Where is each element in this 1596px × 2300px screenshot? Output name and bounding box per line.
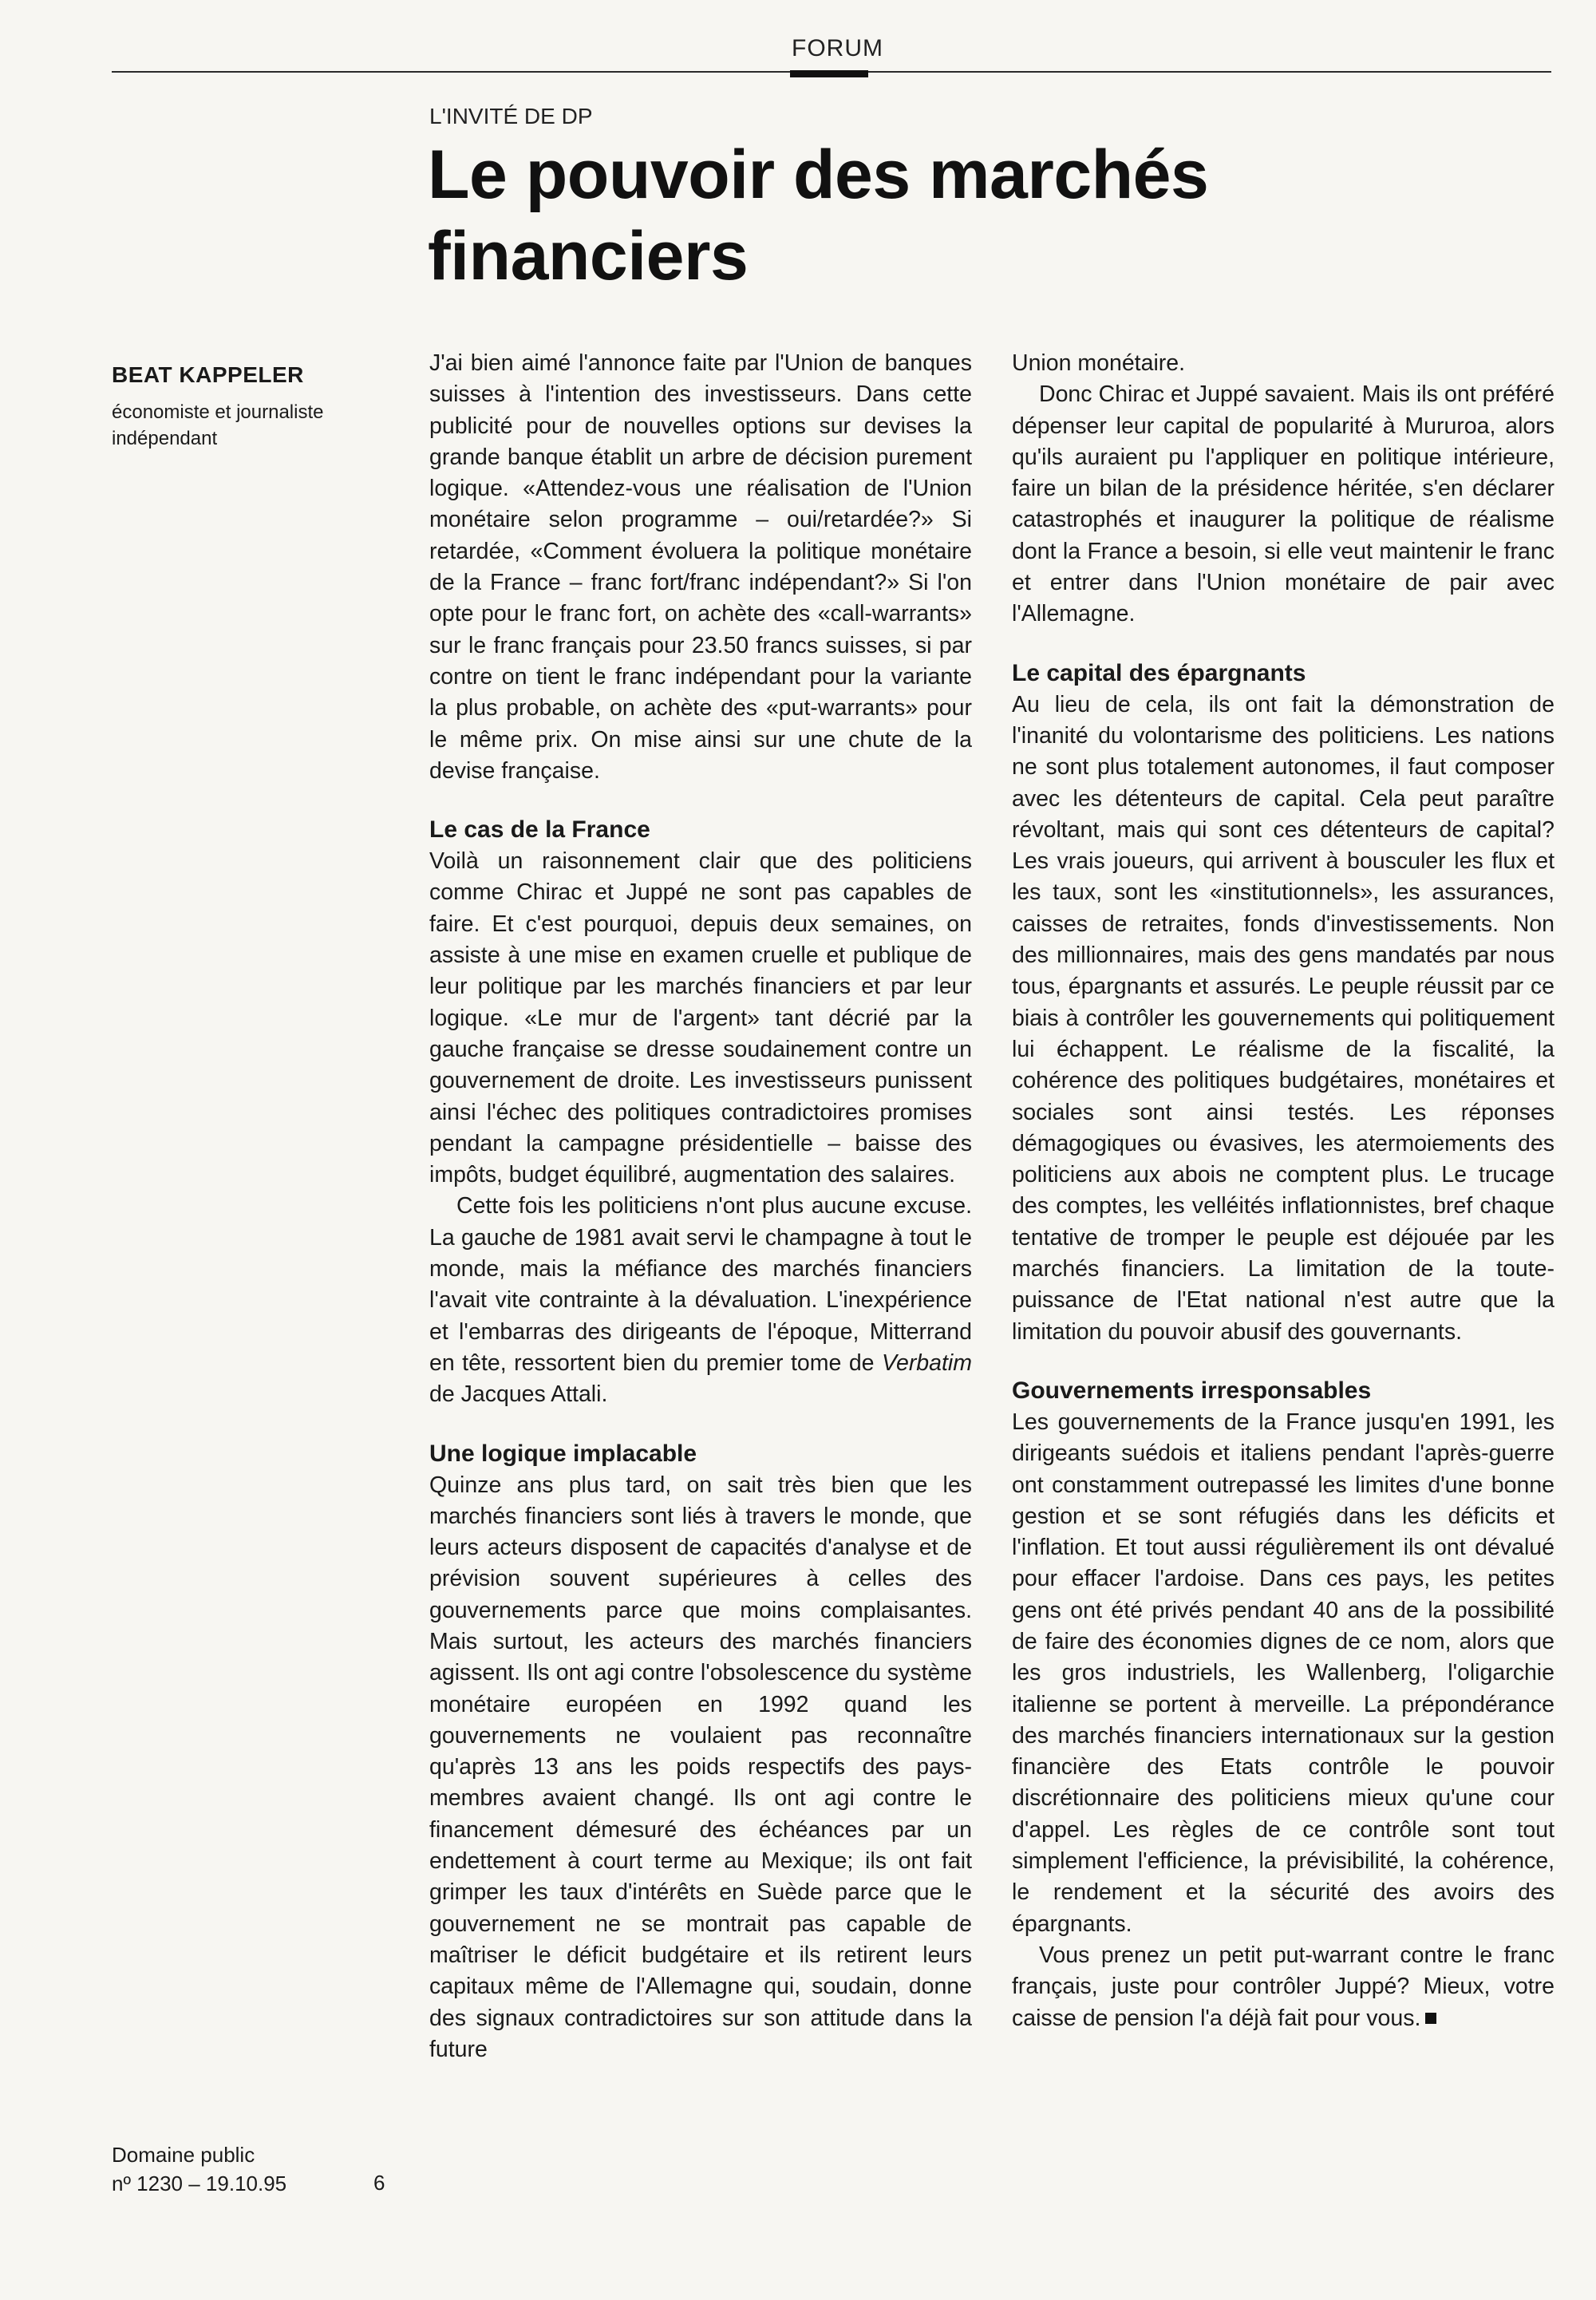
paragraph-text: Cette fois les politiciens n'ont plus aucune excuse. La gauche de 1981 avait servi le champagne à tout le monde, mais la méfiance des marchés financiers l'avait vite contrainte à la dévaluation. L'inexpérience et l'embarras des dirigeants de l'époque, Mitterrand en tête, ressortent bien du premier tome de: [429, 1193, 972, 1376]
paragraph: Quinze ans plus tard, on sait très bien que les marchés financiers sont liés à travers le monde, que leurs acteurs disposent de capacités d'analyse et de prévision souvent supérieures à celles des gouvernements parce que moins complaisantes. Mais surtout, les acteurs des marchés financiers agissent. Ils ont agi contre l'obsolescence du système monétaire européen en 1992 quand les gouvernements ne voulaient pas reconnaître qu'après 13 ans les poids respectifs des pays-membres avaient changé. Ils ont agi contre le financement démesuré des échéances par un endettement à court terme au Mexique; ils ont fait grimper les taux d'intérêts en Suède parce que le gouvernement ne se montrait pas capable de maîtriser le déficit budgétaire et ils retirent leurs capitaux même de l'Allemagne qui, soudain, donne des signaux contradictoires sur son attitude dans la future: [429, 1472, 972, 2062]
author-role: économiste et journaliste indépendant: [112, 401, 324, 449]
book-title: Verbatim: [882, 1350, 972, 1376]
paragraph: Les gouvernements de la France jusqu'en 1991, les dirigeants suédois et italiens pendant l'après-guerre ont constamment outrepassé les limites d'une bonne gestion et se sont réfugiés dans les déficits et l'inflation. Et tout aussi régulièrement ils ont dévalué pour effacer l'ardoise. Dans ces pays, les petites gens ont été privés pendant 40 ans de la possibilité de faire des économies dignes de ce nom, alors que les gros industriels, les Wallenberg, l'oligarchie italienne se portent à merveille. La prépondérance des marchés financiers internationaux sur la gestion financière des Etats contrôle le pouvoir discrétionnaire des politiciens mieux qu'une cour d'appel. Les règles de ce contrôle sont tout simplement l'efficience, la prévisibilité, la cohérence, le rendement et la sécurité des avoirs des épargnants.: [1012, 1409, 1555, 1937]
footer: [112, 2140, 286, 2198]
paragraph-text: Vous prenez un petit put-warrant contre le franc français, juste pour contrôler Juppé? Mieux, votre caisse de pension l'a déjà fait pour vous.: [1012, 1942, 1555, 2031]
publication-name: Domaine public: [112, 2143, 255, 2167]
paragraph: Au lieu de cela, ils ont fait la démonstration de l'inanité du volontarisme des politiciens. Les nations ne sont plus totalement autonomes, il faut composer avec les détenteurs de capital. Cela peut paraître révoltant, mais qui sont ces détenteurs de capital? Les vrais joueurs, qui arrivent à bousculer les flux et les taux, sont les «institutionnels», les assurances, caisses de retraites, fonds d'investissements. Non des millionnaires, mais des gens mandatés par nous tous, épargnants et assurés. Le peuple réussit par ce biais à contrôler les gouvernements qui politiquement lui échappent. Le réalisme de la fiscalité, la cohérence des politiques budgétaires, monétaires et sociales sont ainsi testés. Les réponses démagogiques ou évasives, les atermoiements des politiciens aux abois ne comptent plus. Le trucage des comptes, les velléités inflationnistes, bref chaque tentative de tromper le peuple est déjouée par les marchés financiers. La limitation de la toute-puissance de l'Etat national n'est autre que la limitation du pouvoir abusif des gouvernants.: [1012, 691, 1555, 1345]
subheading: Le capital des épargnants: [1012, 659, 1306, 686]
article-title: Le pouvoir des marchés financiers: [428, 136, 1209, 294]
subheading: Gouvernements irresponsables: [1012, 1377, 1372, 1404]
page-number: 6: [373, 2171, 385, 2195]
paragraph: [1012, 1940, 1555, 2034]
kicker: L'INVITÉ DE DP: [429, 104, 593, 128]
paragraph: [429, 1191, 972, 1410]
paragraph: Voilà un raisonnement clair que des politiciens comme Chirac et Juppé ne sont pas capables de faire. Et c'est pourquoi, depuis deux semaines, on assiste à une mise en examen cruelle et publique de leur politique par les marchés financiers et par leur logique. «Le mur de l'argent» tant décrié par la gauche française se dresse soudainement contre un gouvernement de droite. Les investisseurs punissent ainsi l'échec des politiques contradictoires promises pendant la campagne présidentielle – baisse des impôts, budget équilibré, augmentation des salaires.: [429, 848, 972, 1188]
author-block: [112, 362, 375, 452]
section-label: FORUM: [792, 35, 883, 61]
author-name: BEAT KAPPELER: [112, 362, 304, 387]
paragraph-text: de Jacques Attali.: [429, 1381, 608, 1408]
end-mark-icon: [1425, 2013, 1436, 2024]
paragraph: Union monétaire.: [1012, 350, 1186, 376]
column-1: [429, 348, 972, 2065]
subheading: Le cas de la France: [429, 816, 650, 844]
paragraph: J'ai bien aimé l'annonce faite par l'Union de banques suisses à l'intention des investisseurs. Dans cette publicité pour de nouvelles options sur devises la grande banque établit un arbre de décision purement logique. «Attendez-vous une réalisation de l'Union monétaire selon programme – oui/retardée?» Si retardée, «Comment évoluera la politique monétaire de la France – franc fort/franc indépendant?» Si l'on opte pour le franc fort, on achète des «call-warrants» sur le franc français pour 23.50 francs suisses, si par contre on tient le franc indépendant pour la variante la plus probable, on achète des «put-warrants» pour le même prix. On mise ainsi sur une chute de la devise française.: [429, 350, 972, 784]
paragraph: Donc Chirac et Juppé savaient. Mais ils ont préféré dépenser leur capital de popularité à Mururoa, alors qu'ils auraient pu l'appliquer en politique intérieure, faire un bilan de la présidence héritée, s'en déclarer catastrophés et inaugurer la politique de réalisme dont la France a besoin, si elle veut maintenir le franc et entrer dans l'Union monétaire de pair avec l'Allemagne.: [1012, 381, 1555, 627]
subheading: Une logique implacable: [429, 1440, 697, 1467]
column-2: [1012, 348, 1555, 2034]
header: [0, 35, 1596, 67]
issue-info: nº 1230 – 19.10.95: [112, 2172, 287, 2195]
header-rule-mark: [790, 70, 868, 77]
